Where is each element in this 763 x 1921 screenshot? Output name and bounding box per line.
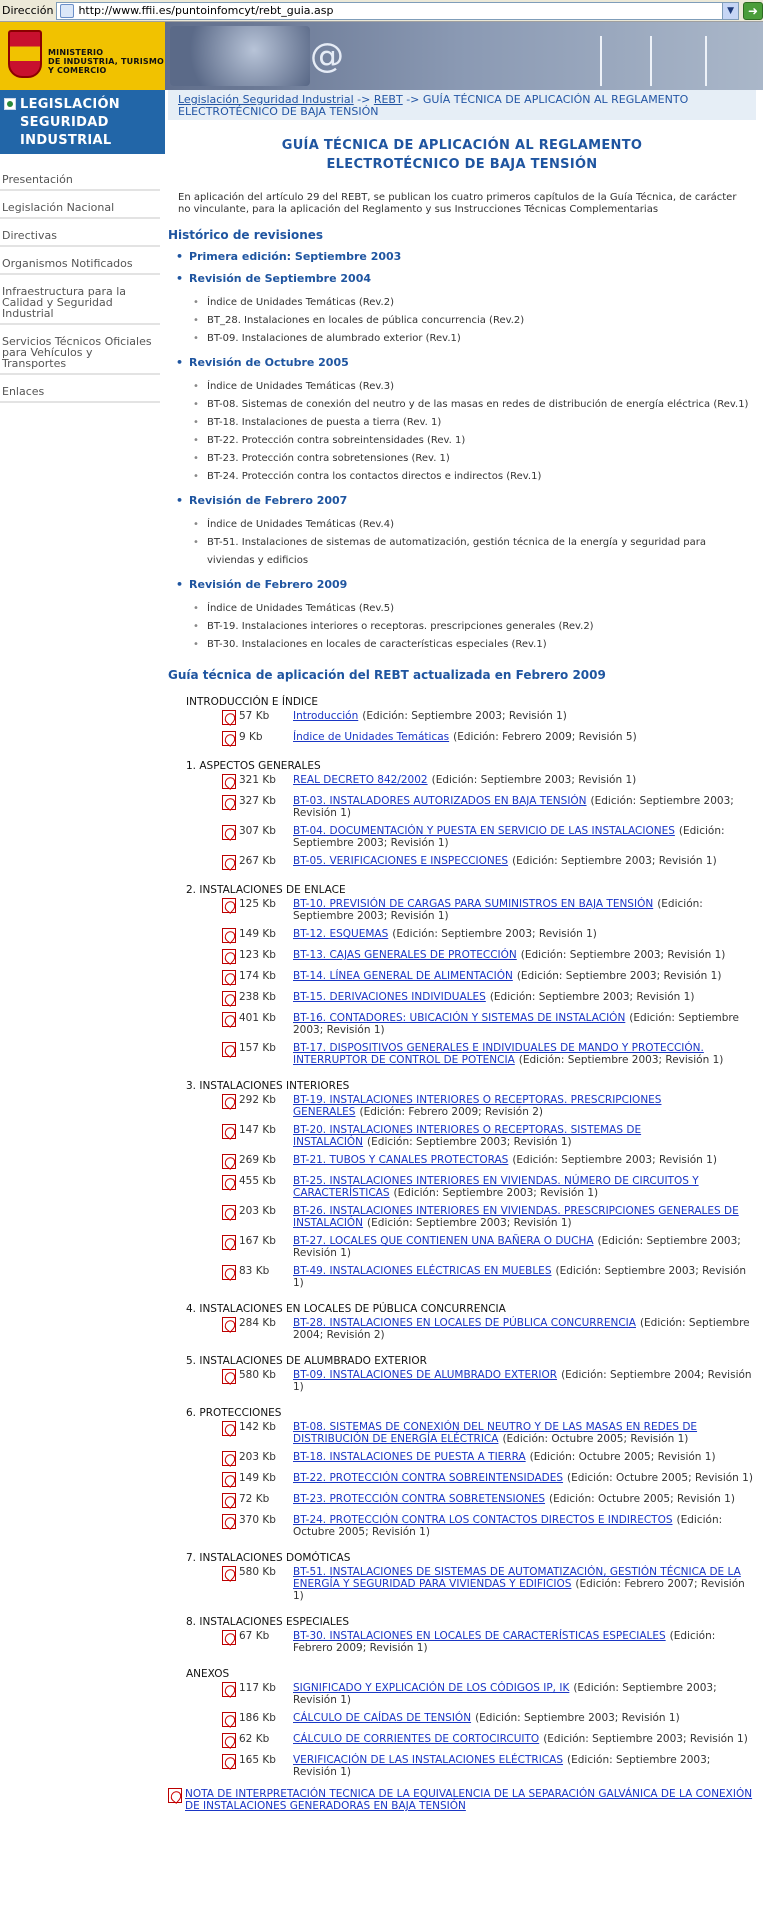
document-edition: (Edición: Septiembre 2003; Revisión 1): [475, 1712, 680, 1724]
ministry-name: MINISTERIO DE INDUSTRIA, TURISMO Y COMERCIO: [48, 48, 165, 75]
file-size: 142 Kb: [239, 1421, 276, 1433]
document-text: [293, 825, 756, 849]
address-url: http://www.ffii.es/puntoinfomcyt/rebt_guia.asp: [78, 4, 334, 17]
group-title: INTRODUCCIÓN E ÍNDICE: [186, 696, 318, 708]
document-row: [186, 795, 756, 819]
file-size: 203 Kb: [239, 1205, 276, 1217]
revision-item: • BT_28. Instalaciones en locales de pública concurrencia (Rev.2): [193, 312, 756, 330]
revision-title: • Revisión de Octubre 2005: [176, 356, 756, 370]
document-link[interactable]: SIGNIFICADO Y EXPLICACIÓN DE LOS CÓDIGOS IP, IK: [293, 1682, 570, 1694]
document-text: [293, 1317, 756, 1341]
file-size: 580 Kb: [239, 1369, 276, 1381]
document-row: [186, 855, 756, 870]
pdf-icon[interactable]: [222, 1369, 236, 1384]
pdf-icon[interactable]: [222, 731, 236, 746]
file-size: 157 Kb: [239, 1042, 276, 1054]
document-row: [186, 1493, 756, 1508]
group-title: 2. INSTALACIONES DE ENLACE: [186, 884, 346, 896]
pdf-icon[interactable]: [222, 1042, 236, 1057]
breadcrumb-link-rebt[interactable]: REBT: [373, 93, 403, 106]
group-title: 1. ASPECTOS GENERALES: [186, 760, 321, 772]
document-group: [186, 1668, 756, 1778]
revision-item: • Índice de Unidades Temáticas (Rev.2): [193, 294, 756, 312]
sidebar-item-legislacion-nacional[interactable]: Legislación Nacional: [0, 198, 160, 219]
document-link[interactable]: BT-17. DISPOSITIVOS GENERALES E INDIVIDUALES DE MANDO Y PROTECCIÓN. INTERRUPTOR DE CONTROL DE POTENCIA: [293, 1042, 704, 1066]
file-size: 149 Kb: [239, 928, 276, 940]
document-row: [186, 1712, 756, 1727]
pdf-icon[interactable]: [222, 795, 236, 810]
document-edition: (Edición: Septiembre 2003; Revisión 1): [543, 1733, 748, 1745]
document-link[interactable]: BT-03. INSTALADORES AUTORIZADOS EN BAJA TENSIÓN: [293, 795, 587, 807]
pdf-icon[interactable]: [222, 1124, 236, 1139]
document-text: [293, 1154, 756, 1166]
document-group: [186, 760, 756, 870]
document-row: [186, 1042, 756, 1066]
revision-list: [168, 250, 756, 654]
file-size: 292 Kb: [239, 1094, 276, 1106]
document-link[interactable]: BT-19. INSTALACIONES INTERIORES O RECEPTORAS. PRESCRIPCIONES GENERALES: [293, 1094, 662, 1118]
go-arrow-icon[interactable]: ➜: [743, 2, 763, 20]
site-banner: [0, 22, 763, 90]
document-text: [293, 1369, 756, 1393]
document-link[interactable]: BT-09. INSTALACIONES DE ALUMBRADO EXTERIOR: [293, 1369, 558, 1381]
document-text: [293, 991, 756, 1003]
revision-items: [193, 294, 756, 348]
document-group: [186, 1355, 756, 1393]
document-row: [186, 1630, 756, 1654]
document-link[interactable]: BT-26. INSTALACIONES INTERIORES EN VIVIENDAS. PRESCRIPCIONES GENERALES DE INSTALACIÓN: [293, 1205, 739, 1229]
pdf-icon[interactable]: [222, 1514, 236, 1529]
document-edition: (Edición: Septiembre 2004; Revisión 2): [293, 1317, 750, 1341]
document-link[interactable]: Índice de Unidades Temáticas: [293, 731, 450, 743]
document-row: [186, 1317, 756, 1341]
breadcrumb: Legislación Seguridad Industrial -> REBT -> GUÍA TÉCNICA DE APLICACIÓN AL REGLAMENTO ELECTROTÉCNICO DE BAJA TENSIÓN: [168, 90, 756, 120]
address-input[interactable]: [56, 2, 739, 20]
file-size: 455 Kb: [239, 1175, 276, 1187]
document-row: [186, 898, 756, 922]
pdf-icon[interactable]: [222, 1175, 236, 1190]
revision-title: • Revisión de Septiembre 2004: [176, 272, 756, 286]
sidebar-header: [0, 90, 165, 154]
breadcrumb-link-legislacion[interactable]: Legislación Seguridad Industrial: [178, 93, 354, 106]
document-link[interactable]: BT-08. SISTEMAS DE CONEXIÓN DEL NEUTRO Y DE LAS MASAS EN REDES DE DISTRIBUCIÓN DE ENERGÍA ELÉCTRICA: [293, 1421, 698, 1445]
document-row: [186, 1733, 756, 1748]
document-group: [186, 1552, 756, 1602]
document-link[interactable]: BT-25. INSTALACIONES INTERIORES EN VIVIENDAS. NÚMERO DE CIRCUITOS Y CARACTERÍSTICAS: [293, 1175, 699, 1199]
footer-note-link[interactable]: NOTA DE INTERPRETACIÓN TECNICA DE LA EQUIVALENCIA DE LA SEPARACIÓN GALVÁNICA DE LA CONEXIÓN DE INSTALACIONES GENERADORAS EN BAJA TENSIÓN: [185, 1788, 753, 1812]
guide-heading: Guía técnica de aplicación del REBT actualizada en Febrero 2009: [168, 668, 606, 682]
file-size: 327 Kb: [239, 795, 276, 807]
banner-photo: [170, 26, 310, 86]
document-edition: (Edición: Septiembre 2003; Revisión 1): [512, 1154, 717, 1166]
document-group: [186, 884, 756, 1066]
document-row: [186, 825, 756, 849]
sidebar-item-organismos[interactable]: Organismos Notificados: [0, 254, 160, 275]
pdf-icon[interactable]: [222, 970, 236, 985]
wind-turbine-icon: [650, 36, 652, 86]
document-row: [186, 1012, 756, 1036]
document-text: [293, 1094, 756, 1118]
pdf-icon[interactable]: [222, 1421, 236, 1436]
document-text: [293, 898, 756, 922]
revision-item: • BT-51. Instalaciones de sistemas de automatización, gestión técnica de la energía y seguridad para viviendas y edificios: [193, 534, 756, 570]
document-row: [186, 774, 756, 789]
sidebar-title: LEGISLACIÓN SEGURIDAD INDUSTRIAL: [20, 97, 120, 148]
footer-note: [168, 1788, 758, 1812]
document-text: [293, 1712, 756, 1724]
pdf-icon[interactable]: [222, 949, 236, 964]
document-text: [293, 1566, 756, 1602]
pdf-icon: [168, 1788, 182, 1803]
document-edition: (Edición: Septiembre 2003; Revisión 1): [293, 795, 734, 819]
file-size: 67 Kb: [239, 1630, 270, 1642]
revision-items: [193, 378, 756, 486]
document-link[interactable]: BT-20. INSTALACIONES INTERIORES O RECEPTORAS. SISTEMAS DE INSTALACIÓN: [293, 1124, 642, 1148]
file-size: 370 Kb: [239, 1514, 276, 1526]
document-text: [293, 1733, 756, 1745]
document-row: [186, 1205, 756, 1229]
document-link[interactable]: BT-13. CAJAS GENERALES DE PROTECCIÓN: [293, 949, 517, 961]
sidebar-item-presentacion[interactable]: Presentación: [0, 170, 160, 191]
main-content: [168, 90, 756, 1784]
document-edition: (Edición: Septiembre 2003; Revisión 1): [516, 970, 722, 982]
sidebar-menu: [0, 170, 165, 403]
document-text: [293, 795, 756, 819]
document-text: [293, 1265, 756, 1289]
document-text: [293, 1754, 756, 1778]
file-size: 117 Kb: [239, 1682, 276, 1694]
file-size: 57 Kb: [239, 710, 270, 722]
revision-item: • BT-22. Protección contra sobreintensidades (Rev. 1): [193, 432, 756, 450]
revision-item: • BT-08. Sistemas de conexión del neutro y de las masas en redes de distribución de energía eléctrica (Rev.1): [193, 396, 756, 414]
address-bar: [0, 0, 763, 22]
document-row: [186, 1682, 756, 1706]
document-row: [186, 1451, 756, 1466]
pdf-icon[interactable]: [222, 710, 236, 725]
file-size: 269 Kb: [239, 1154, 276, 1166]
document-edition: (Edición: Septiembre 2003; Revisión 1): [293, 1012, 739, 1036]
document-link[interactable]: BT-05. VERIFICACIONES E INSPECCIONES: [293, 855, 509, 867]
document-link[interactable]: CÁLCULO DE CAÍDAS DE TENSIÓN: [293, 1712, 472, 1724]
document-row: [186, 1094, 756, 1118]
document-text: [293, 1472, 756, 1484]
breadcrumb-current: -> GUÍA TÉCNICA DE APLICACIÓN AL REGLAMENTO ELECTROTÉCNICO DE BAJA TENSIÓN: [178, 93, 689, 118]
revision-title: • Primera edición: Septiembre 2003: [176, 250, 756, 264]
revision-item: • BT-19. Instalaciones interiores o receptoras. prescripciones generales (Rev.2): [193, 618, 756, 636]
pdf-icon[interactable]: [222, 1154, 236, 1169]
document-row: [186, 1472, 756, 1487]
document-text: [293, 1235, 756, 1259]
coat-of-arms-icon: [8, 30, 42, 78]
document-row: [186, 1369, 756, 1393]
sidebar-item-infraestructura[interactable]: Infraestructura para la Calidad y Seguridad Industrial: [0, 282, 160, 325]
document-row: [186, 1154, 756, 1169]
document-edition: (Edición: Septiembre 2003; Revisión 1): [367, 1217, 572, 1229]
document-edition: (Edición: Septiembre 2003; Revisión 1): [489, 991, 695, 1003]
document-row: [186, 710, 756, 725]
document-edition: (Edición: Febrero 2009; Revisión 2): [359, 1106, 544, 1118]
document-group: [186, 1407, 756, 1538]
document-text: [293, 1012, 756, 1036]
document-row: [186, 949, 756, 964]
file-size: 267 Kb: [239, 855, 276, 867]
document-text: [293, 1421, 756, 1445]
document-edition: (Edición: Octubre 2005; Revisión 1): [549, 1493, 735, 1505]
file-size: 72 Kb: [239, 1493, 270, 1505]
document-link[interactable]: BT-21. TUBOS Y CANALES PROTECTORAS: [293, 1154, 509, 1166]
document-row: [186, 1514, 756, 1538]
document-text: [293, 710, 756, 722]
revision-items: [193, 600, 756, 654]
document-link[interactable]: BT-15. DERIVACIONES INDIVIDUALES: [293, 991, 486, 1003]
page-icon: [60, 4, 74, 18]
document-text: [293, 774, 756, 786]
pdf-icon[interactable]: [222, 1012, 236, 1027]
document-list: [168, 696, 756, 1778]
page-title: GUÍA TÉCNICA DE APLICACIÓN AL REGLAMENTO ELECTROTÉCNICO DE BAJA TENSIÓN: [281, 138, 643, 172]
document-text: [293, 1493, 756, 1505]
file-size: 174 Kb: [239, 970, 276, 982]
pdf-icon[interactable]: [222, 898, 236, 913]
document-row: [186, 1265, 756, 1289]
document-link[interactable]: BT-12. ESQUEMAS: [293, 928, 389, 940]
pdf-icon[interactable]: [222, 1451, 236, 1466]
document-link[interactable]: BT-14. LÍNEA GENERAL DE ALIMENTACIÓN: [293, 970, 513, 982]
file-size: 83 Kb: [239, 1265, 270, 1277]
file-size: 147 Kb: [239, 1124, 276, 1136]
pdf-icon[interactable]: [222, 1493, 236, 1508]
file-size: 9 Kb: [239, 731, 263, 743]
pdf-icon[interactable]: [222, 1265, 236, 1280]
document-row: [186, 1566, 756, 1602]
document-text: [293, 1451, 756, 1463]
file-size: 203 Kb: [239, 1451, 276, 1463]
document-text: [293, 1124, 756, 1148]
document-row: [186, 1175, 756, 1199]
document-edition: (Edición: Septiembre 2003; Revisión 1): [293, 1682, 717, 1706]
document-text: [293, 970, 756, 982]
group-title: 3. INSTALACIONES INTERIORES: [186, 1080, 350, 1092]
revision-items: [193, 516, 756, 570]
wind-turbine-icon: [705, 36, 707, 86]
pdf-icon[interactable]: [222, 928, 236, 943]
file-size: 321 Kb: [239, 774, 276, 786]
document-row: [186, 1124, 756, 1148]
document-link[interactable]: REAL DECRETO 842/2002: [293, 774, 428, 786]
document-link[interactable]: BT-49. INSTALACIONES ELÉCTRICAS EN MUEBLES: [293, 1265, 552, 1277]
document-group: [186, 1303, 756, 1341]
group-title: ANEXOS: [186, 1668, 230, 1680]
document-edition: (Edición: Septiembre 2003; Revisión 1): [431, 774, 637, 786]
document-edition: (Edición: Septiembre 2004; Revisión 1): [293, 1369, 752, 1393]
revision-item: • Índice de Unidades Temáticas (Rev.3): [193, 378, 756, 396]
document-edition: (Edición: Septiembre 2003; Revisión 1): [520, 949, 726, 961]
document-link[interactable]: BT-24. PROTECCIÓN CONTRA LOS CONTACTOS DIRECTOS E INDIRECTOS: [293, 1514, 673, 1526]
revision-item: • BT-30. Instalaciones en locales de características especiales (Rev.1): [193, 636, 756, 654]
document-edition: (Edición: Febrero 2009; Revisión 1): [293, 1630, 716, 1654]
document-text: [293, 731, 756, 743]
revision-title: • Revisión de Febrero 2009: [176, 578, 756, 592]
document-edition: (Edición: Septiembre 2003; Revisión 1): [512, 855, 717, 867]
document-edition: (Edición: Septiembre 2003; Revisión 1): [518, 1054, 724, 1066]
pdf-icon[interactable]: [222, 1733, 236, 1748]
document-edition: (Edición: Octubre 2005; Revisión 1): [293, 1514, 723, 1538]
document-row: [186, 970, 756, 985]
document-link[interactable]: BT-51. INSTALACIONES DE SISTEMAS DE AUTOMATIZACIÓN, GESTIÓN TÉCNICA DE LA ENERGÍA Y SEGURIDAD PARA VIVIENDAS Y EDIFICIOS: [293, 1566, 741, 1590]
document-link[interactable]: BT-22. PROTECCIÓN CONTRA SOBREINTENSIDADES: [293, 1472, 564, 1484]
document-link[interactable]: CÁLCULO DE CORRIENTES DE CORTOCIRCUITO: [293, 1733, 540, 1745]
document-link[interactable]: BT-10. PREVISIÓN DE CARGAS PARA SUMINISTROS EN BAJA TENSIÓN: [293, 898, 654, 910]
pdf-icon[interactable]: [222, 1566, 236, 1581]
at-symbol-icon: @: [310, 36, 344, 76]
file-size: 307 Kb: [239, 825, 276, 837]
pdf-icon[interactable]: [222, 774, 236, 789]
document-link[interactable]: BT-27. LOCALES QUE CONTIENEN UNA BAÑERA O DUCHA: [293, 1235, 594, 1247]
document-text: [293, 1175, 756, 1199]
section-icon: [4, 98, 16, 110]
intro-text: En aplicación del artículo 29 del REBT, se publican los cuatro primeros capítulos de la Guía Técnica, de carácter no vinculante, para la aplicación del Reglamento y sus Instrucciones Técnicas Complementarias: [178, 192, 737, 215]
document-text: [293, 1682, 756, 1706]
pdf-icon[interactable]: [222, 1235, 236, 1250]
revision-item: • Índice de Unidades Temáticas (Rev.4): [193, 516, 756, 534]
document-edition: (Edición: Octubre 2005; Revisión 1): [502, 1433, 689, 1445]
document-edition: (Edición: Septiembre 2003; Revisión 1): [293, 1265, 746, 1289]
pdf-icon[interactable]: [222, 1682, 236, 1697]
pdf-icon[interactable]: [222, 1472, 236, 1487]
pdf-icon[interactable]: [222, 855, 236, 870]
document-link[interactable]: BT-04. DOCUMENTACIÓN Y PUESTA EN SERVICIO DE LAS INSTALACIONES: [293, 825, 675, 837]
sidebar-item-directivas[interactable]: Directivas: [0, 226, 160, 247]
revision-item: • BT-09. Instalaciones de alumbrado exterior (Rev.1): [193, 330, 756, 348]
document-text: [293, 855, 756, 867]
document-text: [293, 949, 756, 961]
group-title: 4. INSTALACIONES EN LOCALES DE PÚBLICA CONCURRENCIA: [186, 1303, 506, 1315]
document-row: [186, 1235, 756, 1259]
document-edition: (Edición: Septiembre 2003; Revisión 1): [293, 825, 725, 849]
file-size: 401 Kb: [239, 1012, 276, 1024]
file-size: 580 Kb: [239, 1566, 276, 1578]
document-row: [186, 928, 756, 943]
revision-item: • BT-23. Protección contra sobretensiones (Rev. 1): [193, 450, 756, 468]
pdf-icon[interactable]: [222, 1205, 236, 1220]
file-size: 167 Kb: [239, 1235, 276, 1247]
sidebar: [0, 90, 165, 403]
document-edition: (Edición: Octubre 2005; Revisión 1): [529, 1451, 716, 1463]
document-link[interactable]: VERIFICACIÓN DE LAS INSTALACIONES ELÉCTRICAS: [293, 1754, 564, 1766]
document-edition: (Edición: Septiembre 2003; Revisión 1): [293, 1754, 711, 1778]
pdf-icon[interactable]: [222, 1317, 236, 1332]
document-link[interactable]: BT-16. CONTADORES: UBICACIÓN Y SISTEMAS DE INSTALACIÓN: [293, 1012, 626, 1024]
pdf-icon[interactable]: [222, 1630, 236, 1645]
document-edition: (Edición: Febrero 2007; Revisión 1): [293, 1578, 745, 1602]
file-size: 186 Kb: [239, 1712, 276, 1724]
pdf-icon[interactable]: [222, 825, 236, 840]
ministry-logo: [0, 22, 165, 90]
document-link[interactable]: BT-28. INSTALACIONES EN LOCALES DE PÚBLICA CONCURRENCIA: [293, 1317, 636, 1329]
pdf-icon[interactable]: [222, 1754, 236, 1769]
document-edition: (Edición: Septiembre 2003; Revisión 1): [293, 898, 703, 922]
document-edition: (Edición: Septiembre 2003; Revisión 1): [293, 1235, 741, 1259]
document-group: [186, 696, 756, 746]
revision-item: • BT-18. Instalaciones de puesta a tierra (Rev. 1): [193, 414, 756, 432]
pdf-icon[interactable]: [222, 991, 236, 1006]
document-row: [186, 1754, 756, 1778]
file-size: 238 Kb: [239, 991, 276, 1003]
revision-item: • BT-24. Protección contra los contactos directos e indirectos (Rev.1): [193, 468, 756, 486]
document-link[interactable]: BT-23. PROTECCIÓN CONTRA SOBRETENSIONES: [293, 1493, 546, 1505]
document-text: [293, 928, 756, 940]
chevron-down-icon[interactable]: ▼: [722, 3, 738, 19]
document-edition: (Edición: Octubre 2005; Revisión 1): [567, 1472, 753, 1484]
file-size: 165 Kb: [239, 1754, 276, 1766]
document-group: [186, 1616, 756, 1654]
document-row: [186, 1421, 756, 1445]
file-size: 125 Kb: [239, 898, 276, 910]
history-heading: Histórico de revisiones: [168, 228, 324, 242]
document-text: [293, 1514, 756, 1538]
group-title: 8. INSTALACIONES ESPECIALES: [186, 1616, 350, 1628]
document-link[interactable]: Introducción: [293, 710, 359, 722]
document-row: [186, 731, 756, 746]
document-edition: (Edición: Septiembre 2003; Revisión 1): [362, 710, 567, 722]
document-text: [293, 1205, 756, 1229]
document-text: [293, 1630, 756, 1654]
pdf-icon[interactable]: [222, 1094, 236, 1109]
sidebar-item-enlaces[interactable]: Enlaces: [0, 382, 160, 403]
document-group: [186, 1080, 756, 1289]
group-title: 6. PROTECCIONES: [186, 1407, 282, 1419]
document-row: [186, 991, 756, 1006]
document-edition: (Edición: Septiembre 2003; Revisión 1): [393, 1187, 599, 1199]
group-title: 5. INSTALACIONES DE ALUMBRADO EXTERIOR: [186, 1355, 427, 1367]
sidebar-item-servicios[interactable]: Servicios Técnicos Oficiales para Vehículos y Transportes: [0, 332, 160, 375]
group-title: 7. INSTALACIONES DOMÓTICAS: [186, 1552, 351, 1564]
revision-item: • Índice de Unidades Temáticas (Rev.5): [193, 600, 756, 618]
file-size: 149 Kb: [239, 1472, 276, 1484]
pdf-icon[interactable]: [222, 1712, 236, 1727]
document-link[interactable]: BT-18. INSTALACIONES DE PUESTA A TIERRA: [293, 1451, 526, 1463]
revision-title: • Revisión de Febrero 2007: [176, 494, 756, 508]
address-label: Dirección: [2, 4, 54, 17]
wind-turbine-icon: [600, 36, 602, 86]
document-link[interactable]: BT-30. INSTALACIONES EN LOCALES DE CARACTERÍSTICAS ESPECIALES: [293, 1630, 666, 1642]
document-edition: (Edición: Febrero 2009; Revisión 5): [453, 731, 637, 743]
document-edition: (Edición: Septiembre 2003; Revisión 1): [392, 928, 597, 940]
document-edition: (Edición: Septiembre 2003; Revisión 1): [367, 1136, 572, 1148]
document-text: [293, 1042, 756, 1066]
file-size: 123 Kb: [239, 949, 276, 961]
file-size: 284 Kb: [239, 1317, 276, 1329]
file-size: 62 Kb: [239, 1733, 270, 1745]
